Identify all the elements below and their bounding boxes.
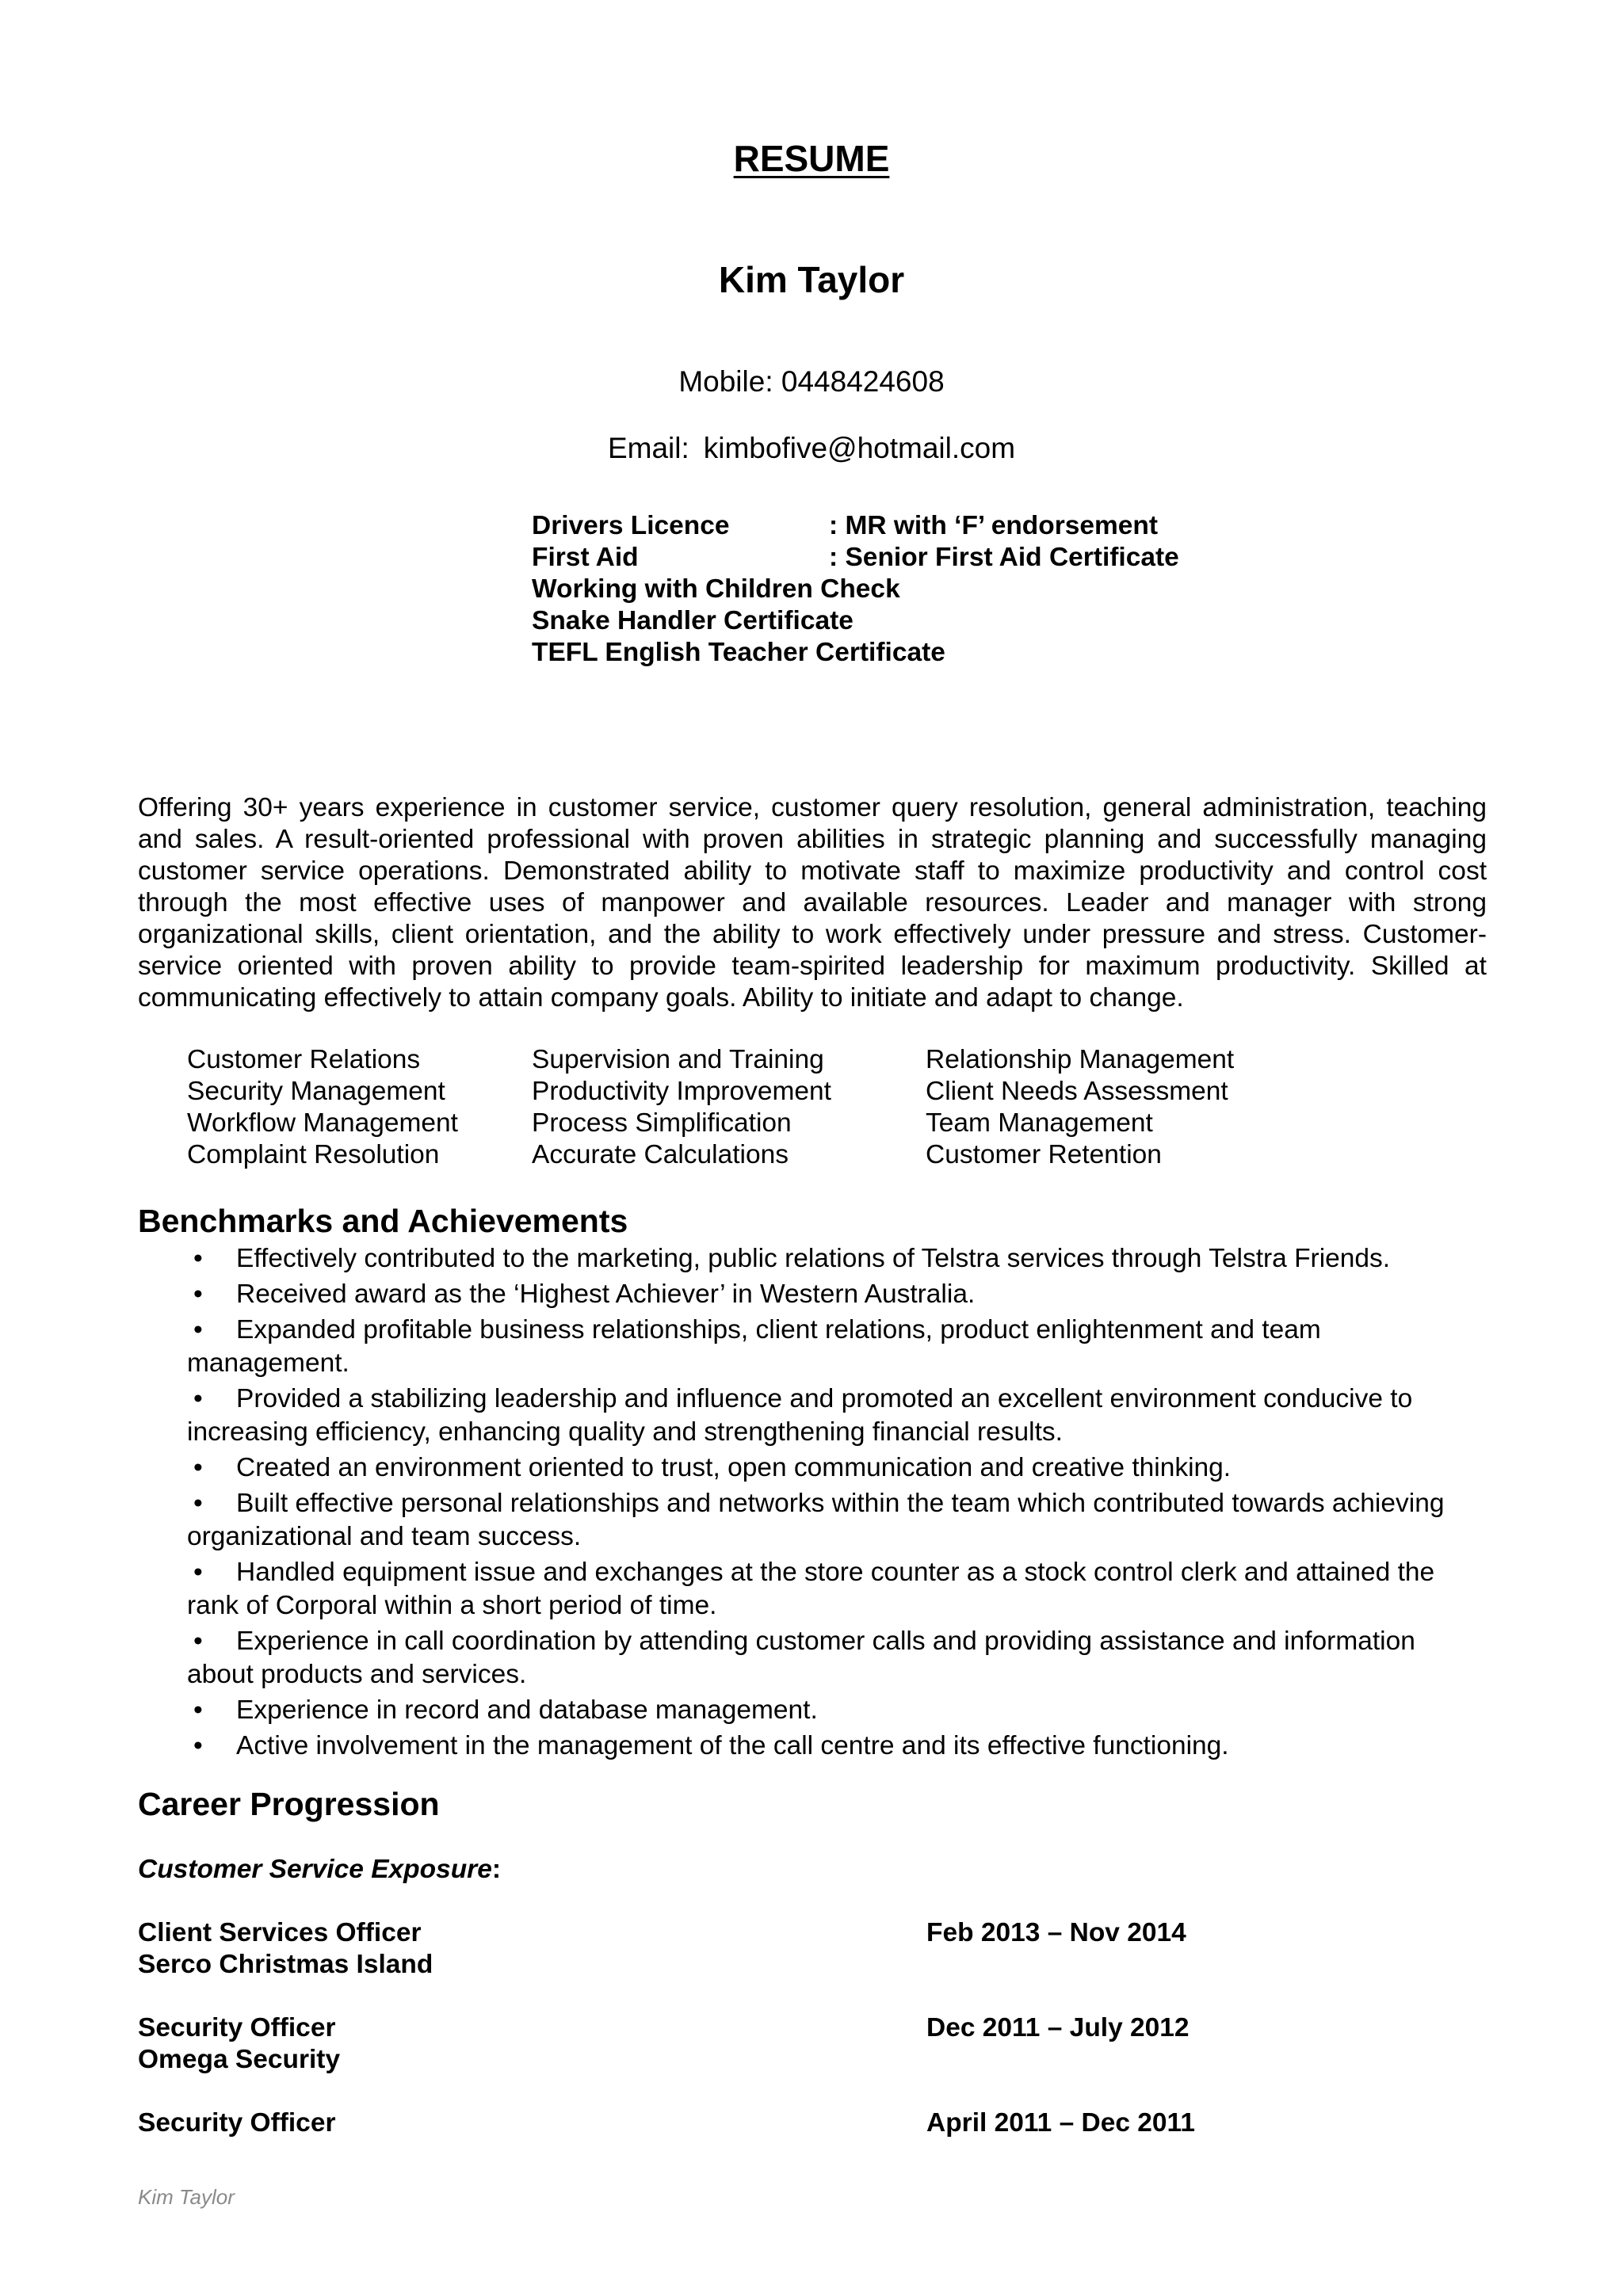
list-item-text: Experience in record and database management. <box>236 1695 818 1725</box>
credential-row <box>532 510 1324 542</box>
job-dates: Dec 2011 – July 2012 <box>926 2013 1190 2042</box>
skills-row <box>187 1108 1455 1139</box>
skill-item: Workflow Management <box>187 1108 458 1138</box>
job-entry <box>138 2107 1487 2139</box>
job-title: Client Services Officer <box>138 1918 422 1947</box>
list-item-text: Handled equipment issue and exchanges at the store counter as a stock control clerk and attained the rank of Corporal within a short period of time. <box>187 1558 1435 1620</box>
bullet-icon: • <box>193 1489 203 1518</box>
list-item <box>187 1383 1487 1449</box>
skills-row <box>187 1139 1455 1171</box>
bullet-icon: • <box>193 1244 203 1273</box>
bullet-icon: • <box>193 1315 203 1344</box>
credential-label: Working with Children Check <box>532 574 900 604</box>
credential-row <box>532 605 1324 637</box>
bullet-icon: • <box>193 1627 203 1656</box>
benchmarks-list <box>187 1242 1487 1765</box>
job-dates: Feb 2013 – Nov 2014 <box>926 1918 1186 1947</box>
list-item-text: Active involvement in the management of the call centre and its effective functioning. <box>236 1731 1229 1760</box>
list-item-text: Provided a stabilizing leadership and influence and promoted an excellent environment conducive to increasing efficiency, enhancing quality and strengthening financial results. <box>187 1384 1413 1447</box>
job-title-row <box>138 2107 1487 2139</box>
list-item <box>187 1314 1487 1380</box>
skill-item: Accurate Calculations <box>532 1140 789 1169</box>
skill-item: Supervision and Training <box>532 1045 824 1074</box>
career-subheading-colon: : <box>491 1855 502 1884</box>
skill-item: Productivity Improvement <box>532 1077 831 1106</box>
job-title: Security Officer <box>138 2013 336 2042</box>
job-entry <box>138 2012 1487 2076</box>
skills-row <box>187 1076 1455 1108</box>
page-footer: Kim Taylor <box>138 2185 235 2209</box>
list-item-text: Created an environment oriented to trust, open communication and creative thinking. <box>236 1453 1232 1482</box>
skills-grid <box>187 1044 1455 1171</box>
list-item <box>187 1278 1487 1311</box>
job-dates: April 2011 – Dec 2011 <box>926 2108 1195 2138</box>
document-title: RESUME <box>733 138 890 179</box>
list-item-text: Built effective personal relationships and networks within the team which contributed towards achieving organizational and team success. <box>187 1489 1445 1551</box>
career-heading: Career Progression <box>138 1786 440 1822</box>
candidate-name: Kim Taylor <box>718 259 905 300</box>
credential-row <box>532 542 1324 574</box>
skill-item: Security Management <box>187 1077 445 1106</box>
benchmarks-heading: Benchmarks and Achievements <box>138 1203 628 1239</box>
credential-label: First Aid <box>532 543 639 572</box>
list-item-text: Received award as the ‘Highest Achiever’ in Western Australia. <box>236 1280 976 1309</box>
credential-label: Drivers Licence <box>532 511 730 540</box>
credential-value: : Senior First Aid Certificate <box>829 543 1179 572</box>
credential-row <box>532 637 1324 669</box>
skill-item: Complaint Resolution <box>187 1140 440 1169</box>
bullet-icon: • <box>193 1695 203 1725</box>
job-title: Security Officer <box>138 2108 336 2138</box>
bullet-icon: • <box>193 1731 203 1760</box>
skill-item: Client Needs Assessment <box>926 1077 1228 1106</box>
credential-value: : MR with ‘F’ endorsement <box>829 511 1159 540</box>
list-item <box>187 1556 1487 1623</box>
career-subheading-text: Customer Service Exposure <box>138 1855 492 1884</box>
list-item <box>187 1487 1487 1554</box>
credential-label: TEFL English Teacher Certificate <box>532 638 945 667</box>
credential-label: Snake Handler Certificate <box>532 606 854 635</box>
skill-item: Process Simplification <box>532 1108 792 1138</box>
professional-summary: Offering 30+ years experience in customer service, customer query resolution, general administration, teaching and sales. A result-oriented professional with proven abilities in strategic planning and successfully managing customer service operations. Demonstrated ability to motivate staff to maximize productivity and control cost through the most effective uses of manpower and available resources. Leader and manager with strong organizational skills, client orientation, and the ability to work effectively under pressure and stress. Customer-service oriented with proven ability to provide team-spirited leadership for maximum productivity. Skilled at communicating effectively to attain company goals. Ability to initiate and adapt to change. <box>138 793 1487 1013</box>
bullet-icon: • <box>193 1453 203 1482</box>
email-address: kimbofive@hotmail.com <box>703 432 1016 464</box>
list-item <box>187 1451 1487 1485</box>
job-employer: Serco Christmas Island <box>138 1950 433 1979</box>
list-item <box>187 1730 1487 1763</box>
list-item <box>187 1694 1487 1727</box>
email-line <box>0 430 1623 467</box>
mobile-line: Mobile: 0448424608 <box>678 365 945 398</box>
credentials-block <box>532 510 1324 669</box>
job-title-row <box>138 1917 1487 1949</box>
job-title-row <box>138 2012 1487 2044</box>
list-item <box>187 1625 1487 1691</box>
bullet-icon: • <box>193 1384 203 1413</box>
skill-item: Relationship Management <box>926 1045 1235 1074</box>
skill-item: Customer Retention <box>926 1140 1162 1169</box>
skill-item: Team Management <box>926 1108 1153 1138</box>
job-employer: Omega Security <box>138 2045 341 2074</box>
skills-row <box>187 1044 1455 1076</box>
bullet-icon: • <box>193 1558 203 1587</box>
list-item-text: Effectively contributed to the marketing, public relations of Telstra services through Telstra Friends. <box>236 1244 1391 1273</box>
skill-item: Customer Relations <box>187 1045 421 1074</box>
credential-row <box>532 574 1324 605</box>
job-entry <box>138 1917 1487 1981</box>
email-label: Email: <box>607 432 689 464</box>
career-subheading <box>138 1854 501 1886</box>
list-item <box>187 1242 1487 1276</box>
list-item-text: Expanded profitable business relationships, client relations, product enlightenment and team management. <box>187 1315 1321 1378</box>
list-item-text: Experience in call coordination by attending customer calls and providing assistance and information about products and services. <box>187 1627 1415 1689</box>
bullet-icon: • <box>193 1280 203 1309</box>
